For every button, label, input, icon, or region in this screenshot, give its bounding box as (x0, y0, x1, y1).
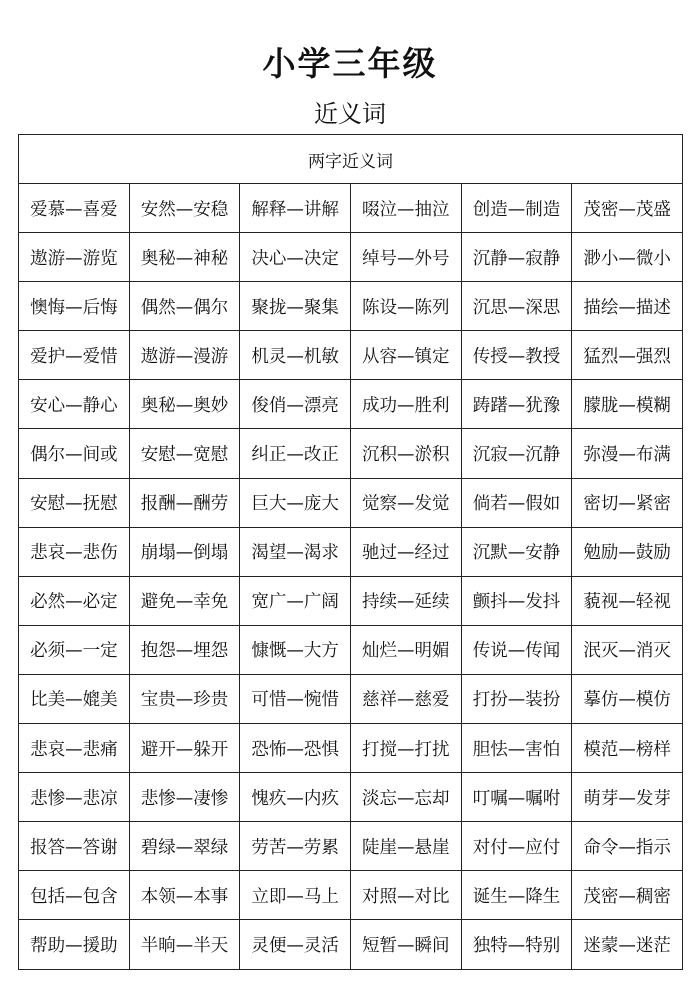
synonym-pair-cell: 独特—特别 (461, 920, 572, 969)
synonym-pair-cell: 悲哀—悲伤 (19, 527, 130, 576)
synonym-pair-cell: 沉寂—沉静 (461, 429, 572, 478)
synonym-pair-cell: 打搅—打扰 (350, 724, 461, 773)
synonym-pair-cell: 爱慕—喜爱 (19, 184, 130, 233)
synonym-pair-cell: 悲惨—悲凉 (19, 773, 130, 822)
synonym-pair-cell: 安心—静心 (19, 380, 130, 429)
synonym-pair-cell: 愧疚—内疚 (240, 773, 351, 822)
synonym-pair-cell: 宝贵—珍贵 (129, 674, 240, 723)
synonym-table (18, 134, 683, 970)
synonym-pair-cell: 慈祥—慈爱 (350, 674, 461, 723)
synonym-pair-cell: 藐视—轻视 (572, 576, 683, 625)
synonym-pair-cell: 必然—必定 (19, 576, 130, 625)
synonym-pair-cell: 偶尔—间或 (19, 429, 130, 478)
synonym-pair-cell: 爱护—爱惜 (19, 331, 130, 380)
synonym-pair-cell: 描绘—描述 (572, 282, 683, 331)
synonym-pair-cell: 劳苦—劳累 (240, 822, 351, 871)
synonym-pair-cell: 陈设—陈列 (350, 282, 461, 331)
synonym-pair-cell: 安慰—抚慰 (19, 478, 130, 527)
table-row (19, 625, 683, 674)
synonym-pair-cell: 抱怨—埋怨 (129, 625, 240, 674)
table-row (19, 282, 683, 331)
synonym-pair-cell: 传授—教授 (461, 331, 572, 380)
synonym-pair-cell: 报答—答谢 (19, 822, 130, 871)
synonym-pair-cell: 本领—本事 (129, 871, 240, 920)
synonym-pair-cell: 帮助—援助 (19, 920, 130, 969)
synonym-pair-cell: 猛烈—强烈 (572, 331, 683, 380)
synonym-pair-cell: 胆怯—害怕 (461, 724, 572, 773)
synonym-pair-cell: 解释—讲解 (240, 184, 351, 233)
synonym-pair-cell: 偶然—偶尔 (129, 282, 240, 331)
synonym-pair-cell: 沉思—深思 (461, 282, 572, 331)
synonym-pair-cell: 茂密—稠密 (572, 871, 683, 920)
synonym-pair-cell: 悲哀—悲痛 (19, 724, 130, 773)
synonym-pair-cell: 淡忘—忘却 (350, 773, 461, 822)
synonym-pair-cell: 踌躇—犹豫 (461, 380, 572, 429)
synonym-pair-cell: 渴望—渴求 (240, 527, 351, 576)
synonym-pair-cell: 成功—胜利 (350, 380, 461, 429)
table-row (19, 871, 683, 920)
synonym-pair-cell: 绰号—外号 (350, 233, 461, 282)
synonym-pair-cell: 渺小—微小 (572, 233, 683, 282)
synonym-pair-cell: 立即—马上 (240, 871, 351, 920)
synonym-pair-cell: 灿烂—明媚 (350, 625, 461, 674)
synonym-pair-cell: 必须—一定 (19, 625, 130, 674)
synonym-pair-cell: 迷蒙—迷茫 (572, 920, 683, 969)
table-row (19, 773, 683, 822)
table-row (19, 233, 683, 282)
synonym-pair-cell: 摹仿—模仿 (572, 674, 683, 723)
synonym-pair-cell: 朦胧—模糊 (572, 380, 683, 429)
table-row (19, 380, 683, 429)
synonym-pair-cell: 沉默—安静 (461, 527, 572, 576)
synonym-pair-cell: 恐怖—恐惧 (240, 724, 351, 773)
synonym-pair-cell: 俊俏—漂亮 (240, 380, 351, 429)
synonym-pair-cell: 半晌—半天 (129, 920, 240, 969)
synonym-pair-cell: 模范—榜样 (572, 724, 683, 773)
table-row (19, 822, 683, 871)
synonym-pair-cell: 巨大—庞大 (240, 478, 351, 527)
synonym-pair-cell: 持续—延续 (350, 576, 461, 625)
synonym-pair-cell: 灵便—灵活 (240, 920, 351, 969)
synonym-pair-cell: 奥秘—奥妙 (129, 380, 240, 429)
synonym-pair-cell: 啜泣—抽泣 (350, 184, 461, 233)
synonym-pair-cell: 悲惨—凄惨 (129, 773, 240, 822)
synonym-pair-cell: 安慰—宽慰 (129, 429, 240, 478)
synonym-pair-cell: 崩塌—倒塌 (129, 527, 240, 576)
table-row (19, 674, 683, 723)
synonym-pair-cell: 勉励—鼓励 (572, 527, 683, 576)
synonym-pair-cell: 茂密—茂盛 (572, 184, 683, 233)
table-row (19, 184, 683, 233)
synonym-pair-cell: 可惜—惋惜 (240, 674, 351, 723)
synonym-pair-cell: 遨游—游览 (19, 233, 130, 282)
synonym-pair-cell: 从容—镇定 (350, 331, 461, 380)
synonym-pair-cell: 宽广—广阔 (240, 576, 351, 625)
synonym-pair-cell: 倘若—假如 (461, 478, 572, 527)
synonym-pair-cell: 慷慨—大方 (240, 625, 351, 674)
table-row (19, 576, 683, 625)
page-title: 小学三年级 (262, 44, 438, 83)
synonym-pair-cell: 打扮—装扮 (461, 674, 572, 723)
synonym-pair-cell: 弥漫—布满 (572, 429, 683, 478)
table-row (19, 527, 683, 576)
synonym-pair-cell: 萌芽—发芽 (572, 773, 683, 822)
synonym-pair-cell: 觉察—发觉 (350, 478, 461, 527)
synonym-pair-cell: 泯灭—消灭 (572, 625, 683, 674)
synonym-pair-cell: 报酬—酬劳 (129, 478, 240, 527)
synonym-pair-cell: 创造—制造 (461, 184, 572, 233)
synonym-pair-cell: 纠正—改正 (240, 429, 351, 478)
table-body (19, 184, 683, 970)
synonym-pair-cell: 比美—媲美 (19, 674, 130, 723)
synonym-pair-cell: 对付—应付 (461, 822, 572, 871)
table-header: 两字近义词 (19, 135, 683, 184)
synonym-pair-cell: 沉积—淤积 (350, 429, 461, 478)
synonym-pair-cell: 聚拢—聚集 (240, 282, 351, 331)
synonym-pair-cell: 避开—躲开 (129, 724, 240, 773)
synonym-pair-cell: 颤抖—发抖 (461, 576, 572, 625)
synonym-pair-cell: 沉静—寂静 (461, 233, 572, 282)
synonym-pair-cell: 驰过—经过 (350, 527, 461, 576)
synonym-pair-cell: 叮嘱—嘱咐 (461, 773, 572, 822)
synonym-pair-cell: 陡崖—悬崖 (350, 822, 461, 871)
table-row (19, 478, 683, 527)
table-header-row (19, 135, 683, 184)
table-row (19, 429, 683, 478)
synonym-pair-cell: 短暂—瞬间 (350, 920, 461, 969)
synonym-pair-cell: 诞生—降生 (461, 871, 572, 920)
synonym-pair-cell: 包括—包含 (19, 871, 130, 920)
synonym-pair-cell: 命令—指示 (572, 822, 683, 871)
synonym-pair-cell: 遨游—漫游 (129, 331, 240, 380)
synonym-pair-cell: 碧绿—翠绿 (129, 822, 240, 871)
table-row (19, 920, 683, 969)
synonym-pair-cell: 密切—紧密 (572, 478, 683, 527)
page-subtitle: 近义词 (314, 100, 386, 128)
synonym-pair-cell: 懊悔—后悔 (19, 282, 130, 331)
synonym-pair-cell: 传说—传闻 (461, 625, 572, 674)
table-row (19, 331, 683, 380)
synonym-pair-cell: 避免—幸免 (129, 576, 240, 625)
synonym-pair-cell: 机灵—机敏 (240, 331, 351, 380)
synonym-pair-cell: 对照—对比 (350, 871, 461, 920)
table-row (19, 724, 683, 773)
synonym-pair-cell: 奥秘—神秘 (129, 233, 240, 282)
synonym-pair-cell: 决心—决定 (240, 233, 351, 282)
synonym-pair-cell: 安然—安稳 (129, 184, 240, 233)
